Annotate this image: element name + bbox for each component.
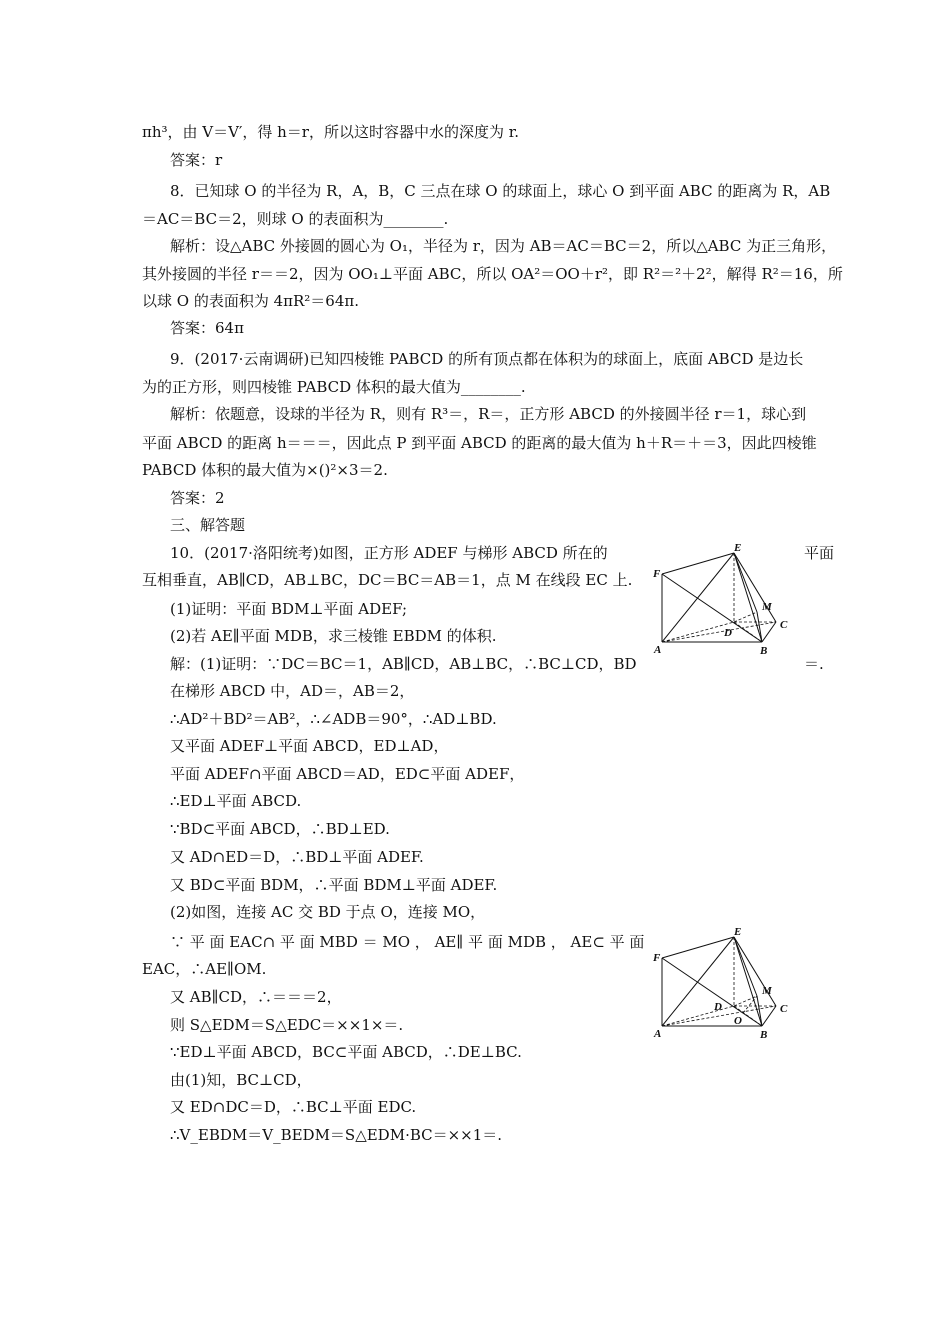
line-24: 平面 ADEF∩平面 ABCD＝AD，ED⊂平面 ADEF，	[170, 765, 525, 783]
line-31: EAC，∴AE∥OM.	[142, 960, 267, 978]
fig2-label-e: E	[734, 926, 742, 938]
fig2-label-c: C	[780, 1003, 788, 1015]
line-29: (2)如图，连接 AC 交 BD 于点 O，连接 MO，	[170, 903, 486, 921]
line-4: ＝AC＝BC＝2，则球 O 的表面积为________.	[142, 210, 449, 228]
line-3: 8．已知球 O 的半径为 R，A，B，C 三点在球 O 的球面上，球心 O 到平面 ABC 的距离为 R，AB	[170, 182, 831, 200]
line-18: (1)证明：平面 BDM⊥平面 ADEF;	[170, 600, 408, 618]
fig1-label-m: M	[762, 601, 772, 613]
side-pingmian: 平面	[804, 544, 835, 562]
line-9: 9．(2017·云南调研)已知四棱锥 PABCD 的所有顶点都在体积为的球面上，底面 ABCD 是边长	[170, 350, 804, 368]
line-25: ∴ED⊥平面 ABCD.	[170, 792, 302, 810]
line-5: 解析：设△ABC 外接圆的圆心为 O₁，半径为 r，因为 AB＝AC＝BC＝2，所以△ABC 为正三角形，	[170, 237, 837, 255]
fig2-label-f: F	[653, 952, 661, 964]
line-17: 互相垂直，AB∥CD，AB⊥BC，DC＝BC＝AB＝1，点 M 在线段 EC 上.	[142, 571, 633, 589]
fig2-label-o: O	[734, 1015, 742, 1027]
line-15: 三、解答题	[170, 516, 246, 534]
fig1-label-b: B	[760, 645, 768, 657]
fig1-label-a: A	[654, 644, 662, 656]
line-20: 解：(1)证明：∵DC＝BC＝1，AB∥CD，AB⊥BC，∴BC⊥CD，BD	[170, 655, 637, 673]
line-11: 解析：依题意，设球的半径为 R，则有 R³＝，R＝，正方形 ABCD 的外接圆半径 r＝1，球心到	[170, 405, 807, 423]
line-26: ∵BD⊂平面 ABCD，∴BD⊥ED.	[170, 820, 390, 838]
line-12: 平面 ABCD 的距离 h＝＝＝，因此点 P 到平面 ABCD 的距离的最大值为 h＋R＝＋＝3，因此四棱锥	[142, 434, 817, 452]
fig2-label-b: B	[760, 1029, 768, 1041]
line-28: 又 BD⊂平面 BDM，∴平面 BDM⊥平面 ADEF.	[170, 876, 498, 894]
fig1-label-d: D	[724, 627, 732, 639]
geometry-figure-1	[650, 540, 800, 660]
line-37: ∴V_EBDM＝V_BEDM＝S△EDM·BC＝××1＝.	[170, 1126, 503, 1144]
line-19: (2)若 AE∥平面 MDB，求三棱锥 EBDM 的体积.	[170, 627, 497, 645]
line-16: 10．(2017·洛阳统考)如图，正方形 ADEF 与梯形 ABCD 所在的	[170, 544, 608, 562]
line-36: 又 ED∩DC＝D，∴BC⊥平面 EDC.	[170, 1098, 417, 1116]
line-10: 为的正方形，则四棱锥 PABCD 体积的最大值为________.	[142, 378, 526, 396]
line-34: ∵ED⊥平面 ABCD，BC⊂平面 ABCD，∴DE⊥BC.	[170, 1043, 522, 1061]
fig1-label-e: E	[734, 542, 742, 554]
line-21: 在梯形 ABCD 中，AD＝，AB＝2，	[170, 682, 415, 700]
fig1-label-f: F	[653, 568, 661, 580]
line-33: 则 S△EDM＝S△EDC＝××1×＝.	[170, 1016, 404, 1034]
line-35: 由(1)知，BC⊥CD，	[170, 1071, 312, 1089]
line-14: 答案：2	[170, 489, 225, 507]
line-6: 其外接圆的半径 r＝＝2，因为 OO₁⊥平面 ABC，所以 OA²＝OO＋r²，即 R²＝²＋2²，解得 R²＝16，所	[142, 265, 843, 283]
fig2-label-a: A	[654, 1028, 662, 1040]
line-30: ∵ 平 面 EAC∩ 平 面 MBD ＝ MO ， AE∥ 平 面 MDB ， AE⊂ 平 面	[170, 933, 645, 951]
line-7: 以球 O 的表面积为 4πR²＝64π.	[142, 292, 360, 310]
line-1: πh³，由 V＝V′，得 h＝r，所以这时容器中水的深度为 r.	[142, 123, 520, 141]
line-13: PABCD 体积的最大值为×()²×3＝2.	[142, 461, 388, 479]
side-eq-dot: ＝.	[804, 655, 824, 673]
line-8: 答案：64π	[170, 319, 244, 337]
fig1-label-c: C	[780, 619, 788, 631]
fig2-label-d: D	[714, 1001, 722, 1013]
line-2: 答案：r	[170, 151, 223, 169]
line-32: 又 AB∥CD，∴＝＝＝2，	[170, 988, 342, 1006]
geometry-figure-2	[650, 924, 800, 1044]
line-27: 又 AD∩ED＝D，∴BD⊥平面 ADEF.	[170, 848, 424, 866]
line-22: ∴AD²＋BD²＝AB²，∴∠ADB＝90°，∴AD⊥BD.	[170, 710, 497, 728]
line-23: 又平面 ADEF⊥平面 ABCD，ED⊥AD，	[170, 737, 449, 755]
fig2-label-m: M	[762, 985, 772, 997]
